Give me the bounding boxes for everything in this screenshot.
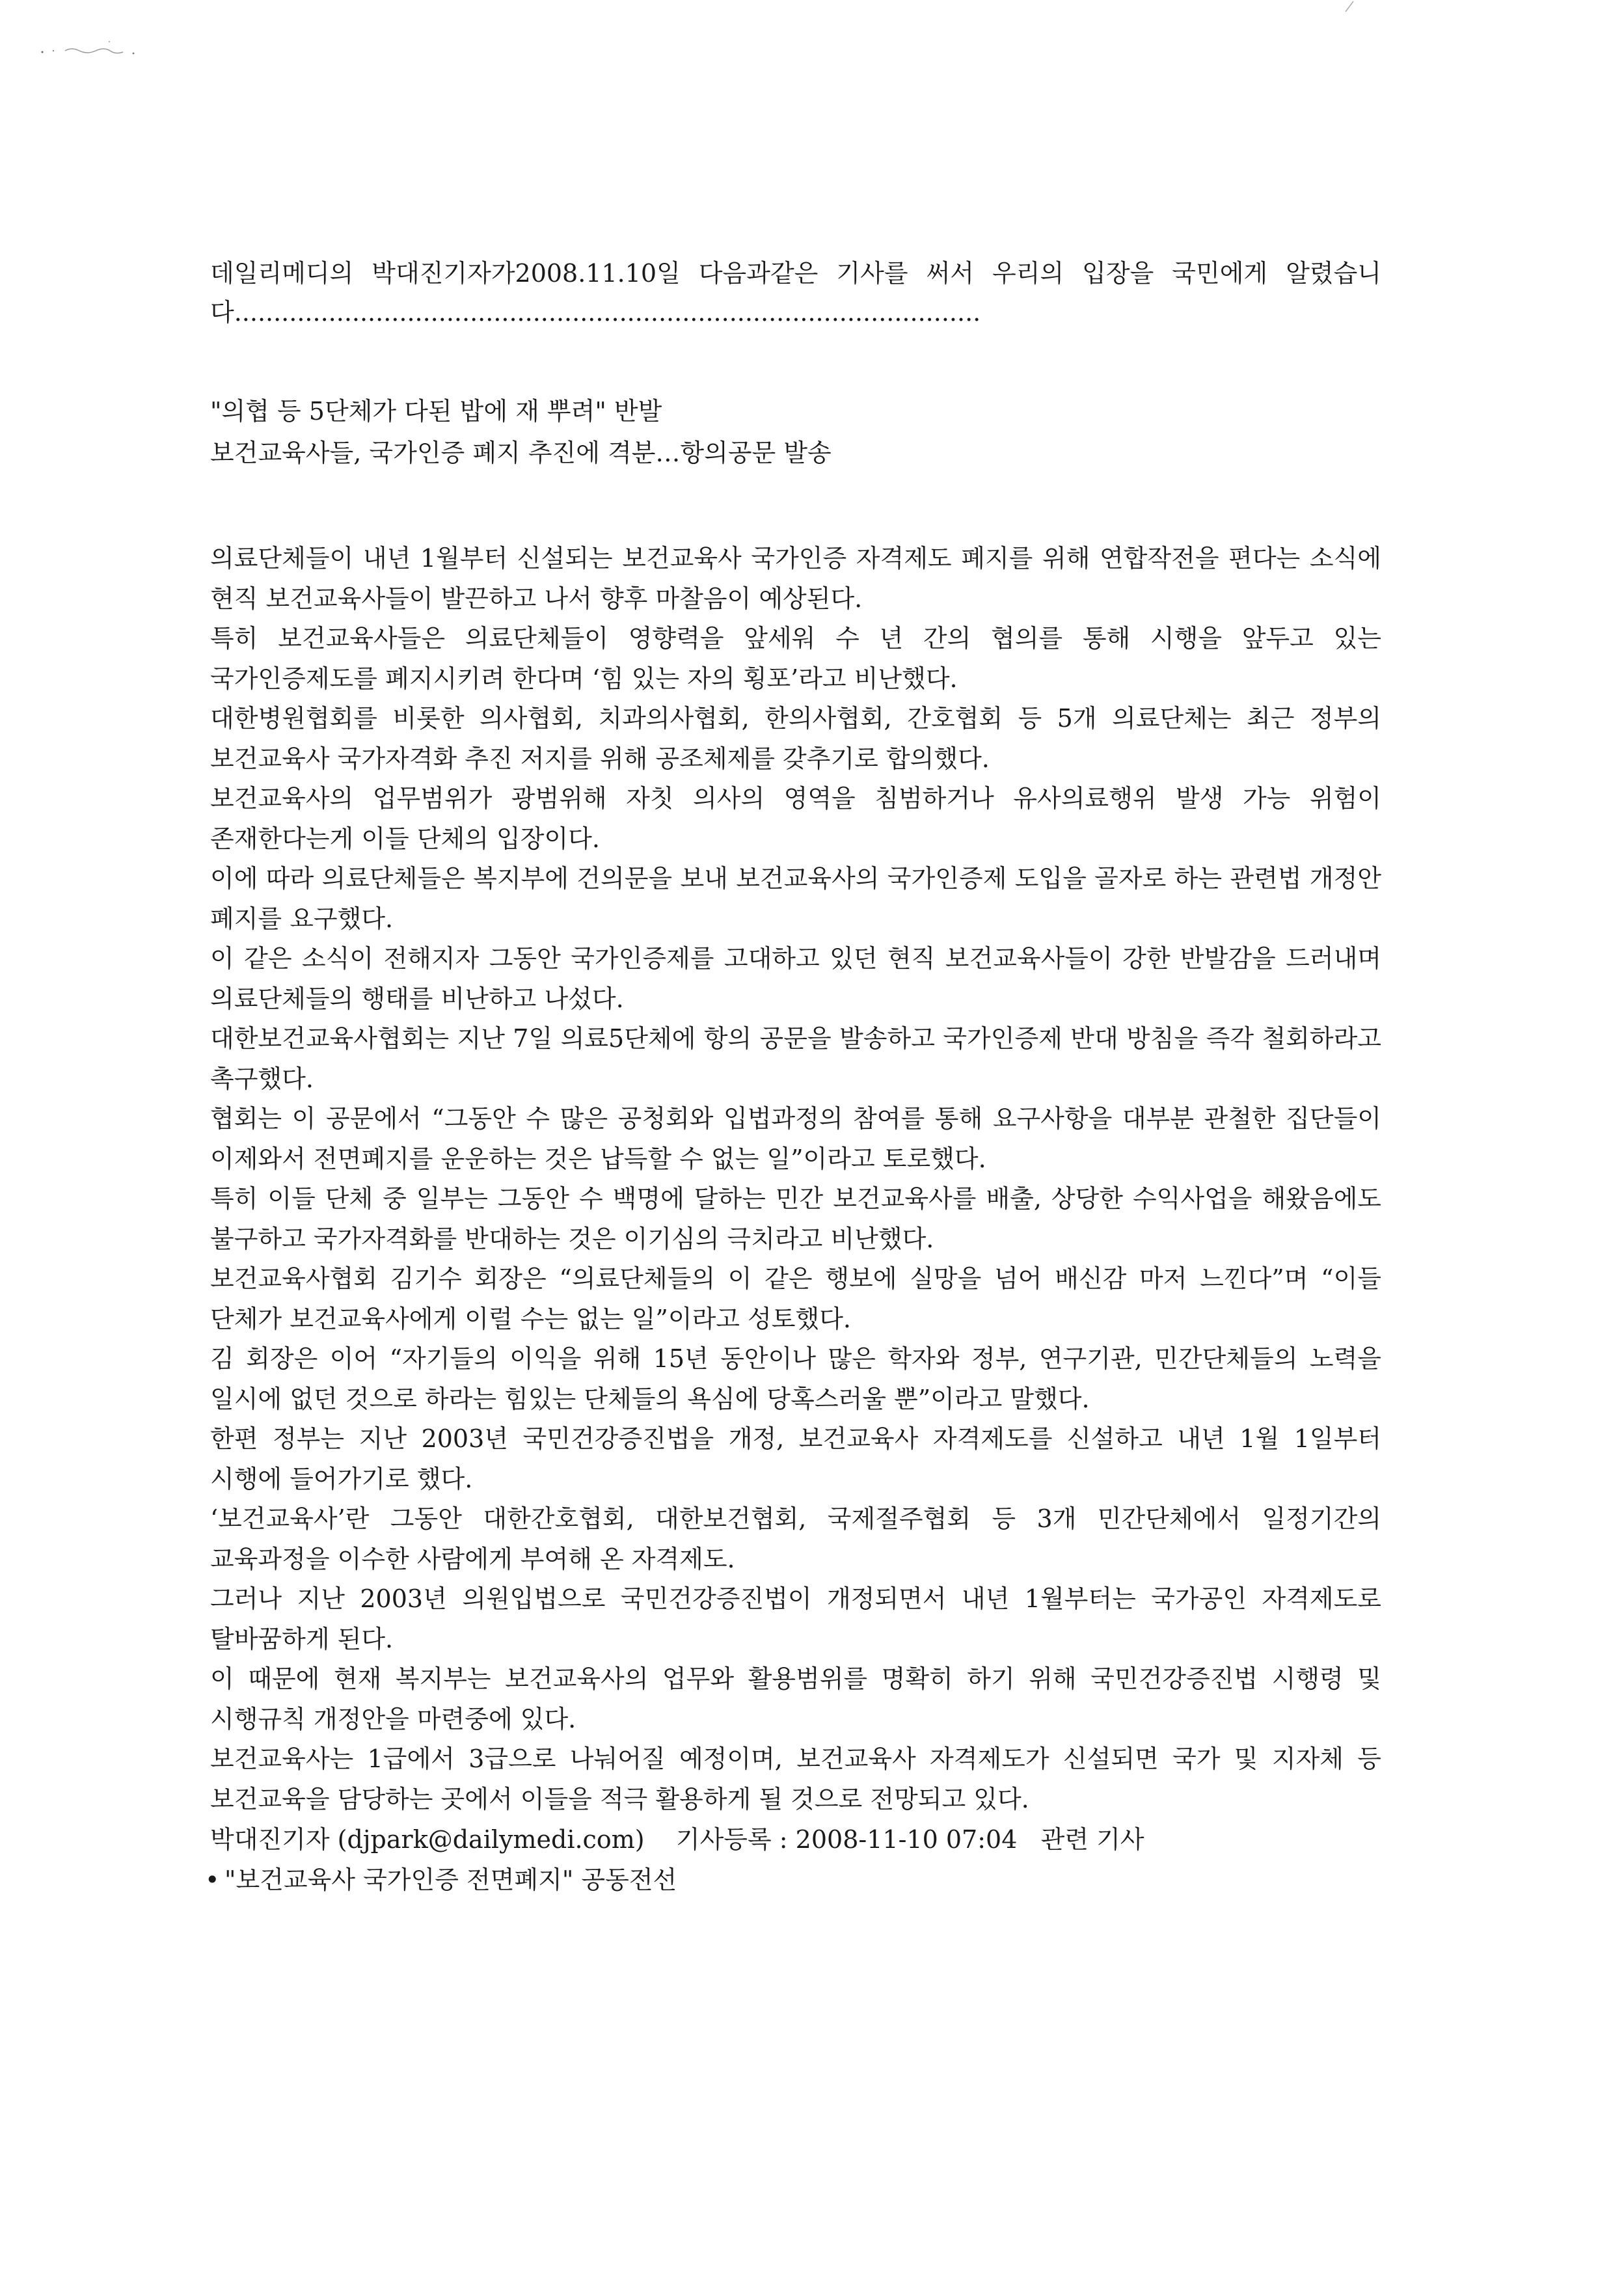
article-byline: 박대진기자 (djpark@dailymedi.com) 기사등록 : 2008-11-10 07:04 관련 기사 [210, 1825, 1144, 1854]
article-subheadline: 보건교육사들, 국가인증 폐지 추진에 격분…항의공문 발송 [210, 439, 832, 467]
body-paragraph: 보건교육사는 1급에서 3급으로 나눠어질 예정이며, 보건교육사 자격제도가 신설되면 국가 및 지자체 등 보건교육을 담당하는 곳에서 이들을 적극 활용하게 될 것으로 전망되고 있다. [210, 1744, 1381, 1813]
body-paragraph: 한편 정부는 지난 2003년 국민건강증진법을 개정, 보건교육사 자격제도를 신설하고 내년 1월 1일부터 시행에 들어가기로 했다. [210, 1424, 1381, 1493]
article-document [205, 254, 1381, 1900]
body-paragraph: 이에 따라 의료단체들은 복지부에 건의문을 보내 보건교육사의 국가인증제 도입을 골자로 하는 관련법 개정안 폐지를 요구했다. [210, 864, 1381, 933]
body-paragraph: 의료단체들이 내년 1월부터 신설되는 보건교육사 국가인증 자격제도 폐지를 위해 연합작전을 편다는 소식에 현직 보건교육사들이 발끈하고 나서 향후 마찰음이 예상된다. [210, 544, 1381, 613]
body-paragraph: 대한병원협회를 비롯한 의사협회, 치과의사협회, 한의사협회, 간호협회 등 5개 의료단체는 최근 정부의 보건교육사 국가자격화 추진 저지를 위해 공조체제를 갖추기로 합의했다. [210, 704, 1381, 773]
intro-paragraph: 데일리메디의 박대진기자가2008.11.10일 다음과같은 기사를 써서 우리의 입장을 국민에게 알렸습니다............................................................................................... [210, 259, 1381, 327]
article-body [210, 539, 1381, 1819]
related-article-link[interactable]: "보건교육사 국가인증 전면폐지" 공동전선 [224, 1866, 677, 1894]
body-paragraph: 대한보건교육사협회는 지난 7일 의료5단체에 항의 공문을 발송하고 국가인증제 반대 방침을 즉각 철회하라고 촉구했다. [210, 1024, 1381, 1093]
article-headline: "의협 등 5단체가 다된 밥에 재 뿌려" 반발 [210, 397, 662, 426]
body-paragraph: 이 같은 소식이 전해지자 그동안 국가인증제를 고대하고 있던 현직 보건교육사들이 강한 반발감을 드러내며 의료단체들의 행태를 비난하고 나섰다. [210, 944, 1381, 1013]
scan-speck-marks [39, 39, 169, 59]
body-paragraph: 김 회장은 이어 “자기들의 이익을 위해 15년 동안이나 많은 학자와 정부, 연구기관, 민간단체들의 노력을 일시에 없던 것으로 하라는 힘있는 단체들의 욕심에 당혹스러울 뿐”이라고 말했다. [210, 1344, 1381, 1413]
spacer [210, 332, 1381, 390]
body-paragraph: 이 때문에 현재 복지부는 보건교육사의 업무와 활용범위를 명확히 하기 위해 국민건강증진법 시행령 및 시행규칙 개정안을 마련중에 있다. [210, 1664, 1381, 1733]
spacer [210, 474, 1381, 539]
scan-corner-mark [1344, 0, 1364, 13]
body-paragraph: 특히 보건교육사들은 의료단체들이 영향력을 앞세워 수 년 간의 협의를 통해 시행을 앞두고 있는 국가인증제도를 폐지시키려 한다며 ‘힘 있는 자의 횡포’라고 비난했다. [210, 624, 1381, 693]
body-paragraph: 보건교육사의 업무범위가 광범위해 자칫 의사의 영역을 침범하거나 유사의료행위 발생 가능 위험이 존재한다는게 이들 단체의 입장이다. [210, 784, 1381, 853]
body-paragraph: 협회는 이 공문에서 “그동안 수 많은 공청회와 입법과정의 참여를 통해 요구사항을 대부분 관철한 집단들이 이제와서 전면폐지를 운운하는 것은 납득할 수 없는 일”이라고 토로했다. [210, 1104, 1381, 1173]
body-paragraph: 보건교육사협회 김기수 회장은 “의료단체들의 이 같은 행보에 실망을 넘어 배신감 마저 느낀다”며 “이들 단체가 보건교육사에게 이럴 수는 없는 일”이라고 성토했다. [210, 1264, 1381, 1333]
body-paragraph: ‘보건교육사’란 그동안 대한간호협회, 대한보건협회, 국제절주협회 등 3개 민간단체에서 일정기간의 교육과정을 이수한 사람에게 부여해 온 자격제도. [210, 1504, 1381, 1573]
body-paragraph: 그러나 지난 2003년 의원입법으로 국민건강증진법이 개정되면서 내년 1월부터는 국가공인 자격제도로 탈바꿈하게 된다. [210, 1584, 1381, 1653]
bullet-icon: • [205, 1866, 220, 1894]
body-paragraph: 특히 이들 단체 중 일부는 그동안 수 백명에 달하는 민간 보건교육사를 배출, 상당한 수익사업을 해왔음에도 불구하고 국가자격화를 반대하는 것은 이기심의 극치라고 비난했다. [210, 1184, 1381, 1253]
related-article-item [205, 1860, 1381, 1900]
